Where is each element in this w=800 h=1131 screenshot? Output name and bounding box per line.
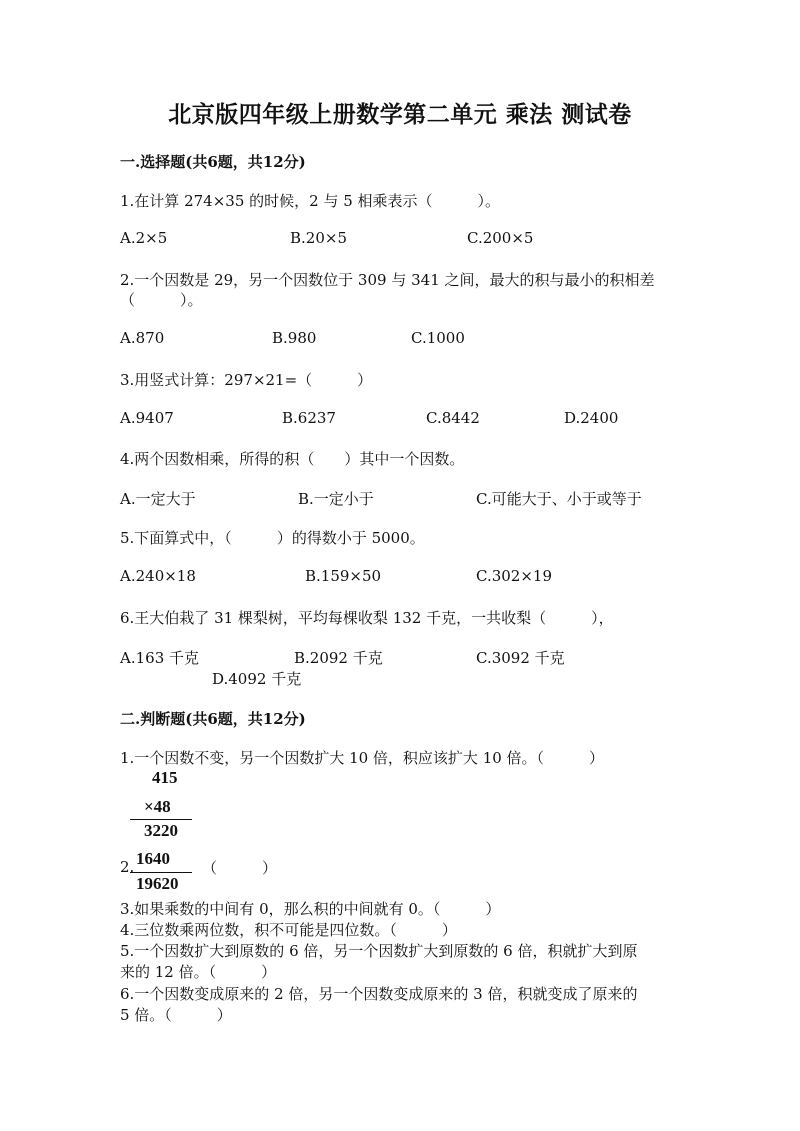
question-2-option-b: B.980 bbox=[272, 329, 317, 347]
question-6-option-b: B.2092 千克 bbox=[294, 649, 383, 667]
judgement-2-blank: （ ） bbox=[202, 859, 278, 877]
calc-partial-1: 3220 bbox=[144, 821, 178, 840]
question-6-option-d: D.4092 千克 bbox=[212, 670, 302, 688]
calc-rule-1 bbox=[130, 819, 192, 820]
question-2-stem-line2: （ ）。 bbox=[120, 291, 203, 309]
question-5-stem: 5.下面算式中，（ ）的得数小于 5000。 bbox=[120, 529, 425, 547]
question-2-stem-line1: 2.一个因数是 29，另一个因数位于 309 与 341 之间，最大的积与最小的积相差 bbox=[120, 271, 655, 289]
question-5-option-c: C.302×19 bbox=[476, 567, 552, 585]
question-6-option-a: A.163 千克 bbox=[120, 649, 199, 667]
question-2-option-c: C.1000 bbox=[411, 329, 465, 347]
question-3-option-d: D.2400 bbox=[564, 409, 619, 427]
calc-rule-2 bbox=[130, 872, 192, 873]
question-3-option-c: C.8442 bbox=[426, 409, 480, 427]
judgement-1-stem: 1.一个因数不变，另一个因数扩大 10 倍，积应该扩大 10 倍。（ ） bbox=[120, 749, 605, 767]
judgement-6-stem-line2: 5 倍。（ ） bbox=[120, 1006, 232, 1024]
calc-multiplier: ×48 bbox=[144, 797, 171, 816]
question-1-option-b: B.20×5 bbox=[290, 229, 347, 247]
question-3-option-a: A.9407 bbox=[120, 409, 174, 427]
judgement-5-stem-line1: 5.一个因数扩大到原数的 6 倍，另一个因数扩大到原数的 6 倍，积就扩大到原 bbox=[120, 942, 638, 960]
question-6-option-c: C.3092 千克 bbox=[476, 649, 565, 667]
calc-top-number: 415 bbox=[152, 768, 178, 787]
calc-partial-2: 1640 bbox=[136, 849, 170, 868]
question-4-option-a: A.一定大于 bbox=[120, 490, 196, 508]
section-heading-choice: 一.选择题(共6题，共12分) bbox=[120, 153, 306, 171]
section-heading-judgement: 二.判断题(共6题，共12分) bbox=[120, 710, 306, 728]
question-4-option-c: C.可能大于、小于或等于 bbox=[476, 490, 642, 508]
judgement-3-stem: 3.如果乘数的中间有 0，那么积的中间就有 0。（ ） bbox=[120, 900, 501, 918]
judgement-5-stem-line2: 来的 12 倍。（ ） bbox=[120, 963, 277, 981]
question-3-stem: 3.用竖式计算：297×21=（ ） bbox=[120, 371, 373, 389]
question-4-option-b: B.一定小于 bbox=[298, 490, 374, 508]
question-5-option-a: A.240×18 bbox=[120, 567, 196, 585]
question-5-option-b: B.159×50 bbox=[305, 567, 382, 585]
calc-result: 19620 bbox=[136, 874, 179, 893]
question-2-option-a: A.870 bbox=[120, 329, 165, 347]
judgement-2-number: 2. bbox=[120, 858, 135, 876]
judgement-6-stem-line1: 6.一个因数变成原来的 2 倍，另一个因数变成原来的 3 倍，积就变成了原来的 bbox=[120, 985, 638, 1003]
question-1-stem: 1.在计算 274×35 的时候，2 与 5 相乘表示（ ）。 bbox=[120, 192, 501, 210]
question-4-stem: 4.两个因数相乘，所得的积（ ）其中一个因数。 bbox=[120, 450, 465, 468]
question-1-option-c: C.200×5 bbox=[467, 229, 534, 247]
question-1-option-a: A.2×5 bbox=[120, 229, 168, 247]
judgement-4-stem: 4.三位数乘两位数，积不可能是四位数。（ ） bbox=[120, 921, 457, 939]
question-6-stem: 6.王大伯栽了 31 棵梨树，平均每棵收梨 132 千克，一共收梨（ ）， bbox=[120, 609, 614, 627]
page-title: 北京版四年级上册数学第二单元 乘法 测试卷 bbox=[168, 101, 632, 128]
question-3-option-b: B.6237 bbox=[282, 409, 336, 427]
